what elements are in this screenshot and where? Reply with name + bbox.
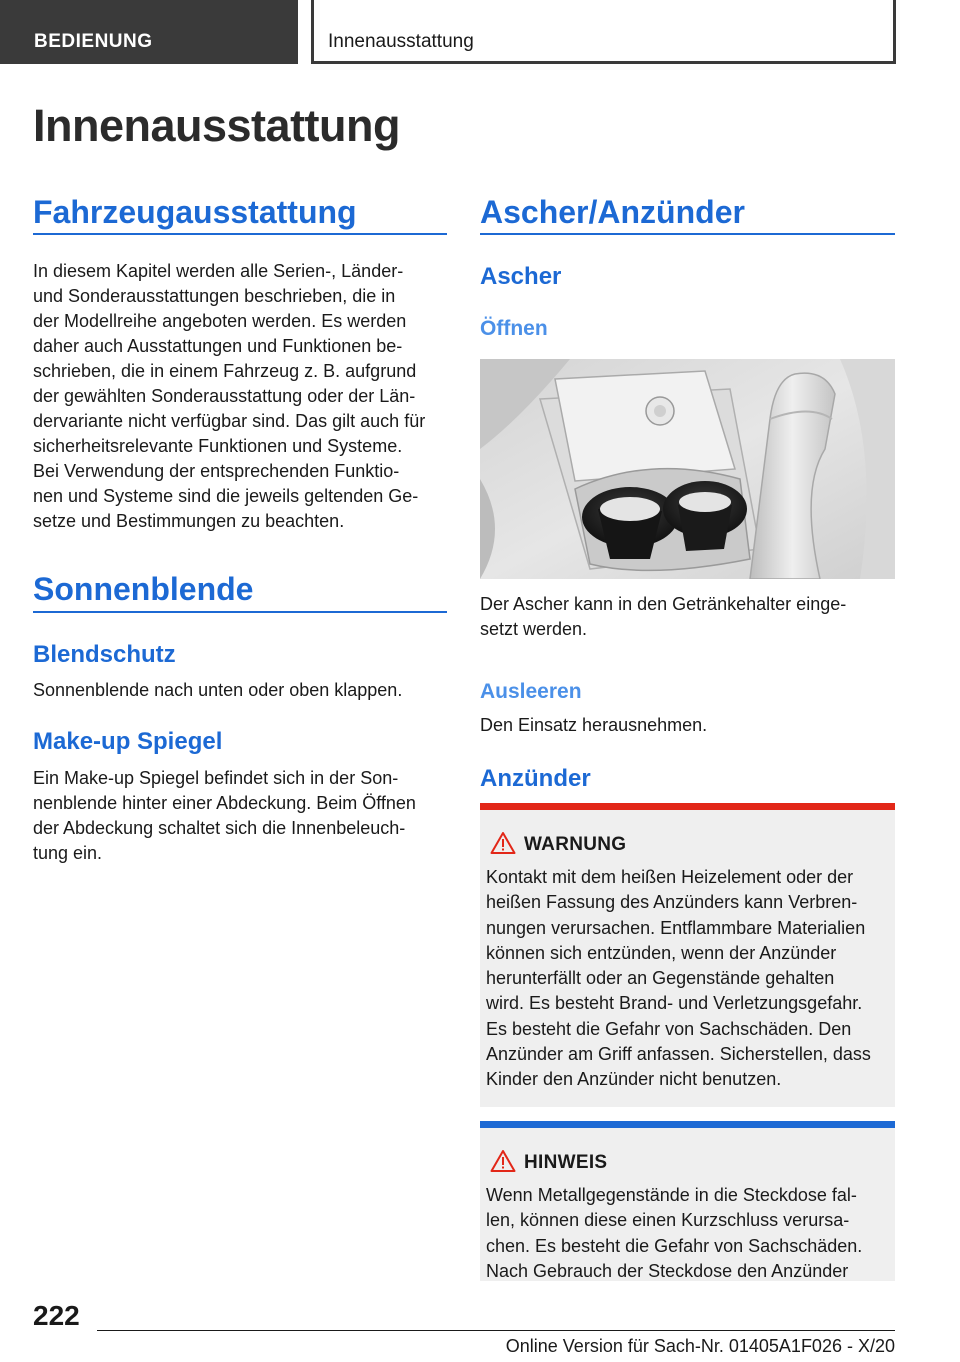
fahrzeugausstattung-text: In diesem Kapitel werden alle Serien-, Länder- und Sonderausstattungen beschrieben, die in der Modellreihe angeboten werden. Es werden daher auch Ausstattungen und Funktionen be- schrieben, die in einem Fahrzeug z. B. aufgrund der gewählten Sonderausstattung oder der Län- dervariante nicht verfügbar sind. Das gilt auch für sicherheitsrelevante Funktionen und Systeme. Bei Verwendung der entsprechenden Funktio- nen und Systeme sind die jeweils geltenden Ge- setze und Bestimmungen zu beachten. (33, 261, 426, 531)
warning-label: WARNUNG (524, 834, 627, 855)
heading-oeffnen: Öffnen (480, 317, 548, 340)
warning-text: Kontakt mit dem heißen Heizelement oder der heißen Fassung des Anzünders kann Verbren- nungen verursachen. Entflammbare Materialien können sich entzünden, wenn der Anzünder herunterfällt oder an Gegenstände gehalten wird. Es besteht Brand- und Verletzungsgefahr. Es besteht die Gefahr von Sachschäden. Den Anzünder am Griff anfassen. Sicherstellen, dass Kinder den Anzünder nicht benutzen. (486, 867, 871, 1090)
header-chapter-label: Innenausstattung (311, 0, 896, 64)
ausleeren-text: Den Einsatz herausnehmen. (480, 715, 708, 735)
page-header (0, 0, 960, 66)
warning-triangle-icon (490, 831, 516, 855)
footer-rule (97, 1330, 895, 1331)
heading-ausleeren: Ausleeren (480, 680, 582, 703)
heading-anzuender: Anzünder (480, 765, 591, 792)
note-label: HINWEIS (524, 1152, 608, 1173)
heading-ascher-anzuender: Ascher/Anzünder (480, 194, 745, 230)
heading-sonnenblende: Sonnenblende (33, 571, 254, 607)
heading-blendschutz: Blendschutz (33, 641, 176, 668)
cupholder-ashtray-illustration (480, 359, 895, 579)
note-box (480, 1121, 895, 1281)
header-section-label: BEDIENUNG (0, 0, 298, 64)
page-number: 222 (33, 1300, 80, 1331)
heading-makeup-spiegel: Make-up Spiegel (33, 728, 223, 755)
heading-rule (33, 233, 447, 235)
page-title: Innenausstattung (33, 100, 401, 151)
warning-triangle-icon (490, 1149, 516, 1173)
makeup-spiegel-text: Ein Make-up Spiegel befindet sich in der Son- nenblende hinter einer Abdeckung. Beim Öffnen der Abdeckung schaltet sich die Innenbeleuch- tung ein. (33, 768, 416, 863)
cupholder-ashtray-illustration (480, 359, 895, 579)
blendschutz-text: Sonnenblende nach unten oder oben klappen. (33, 680, 403, 700)
heading-rule (33, 611, 447, 613)
footer-version-text: Online Version für Sach-Nr. 01405A1F026 - X/20 (505, 1336, 895, 1356)
oeffnen-text: Der Ascher kann in den Getränkehalter einge- setzt werden. (480, 594, 847, 639)
heading-fahrzeugausstattung: Fahrzeugausstattung (33, 194, 357, 230)
heading-rule (480, 233, 895, 235)
warning-box (480, 803, 895, 1107)
heading-ascher: Ascher (480, 263, 562, 290)
note-text: Wenn Metallgegenstände in die Steckdose fal- len, können diese einen Kurzschluss verursa- chen. Es besteht die Gefahr von Sachschäden. Nach Gebrauch der Steckdose den Anzünder (486, 1185, 863, 1281)
